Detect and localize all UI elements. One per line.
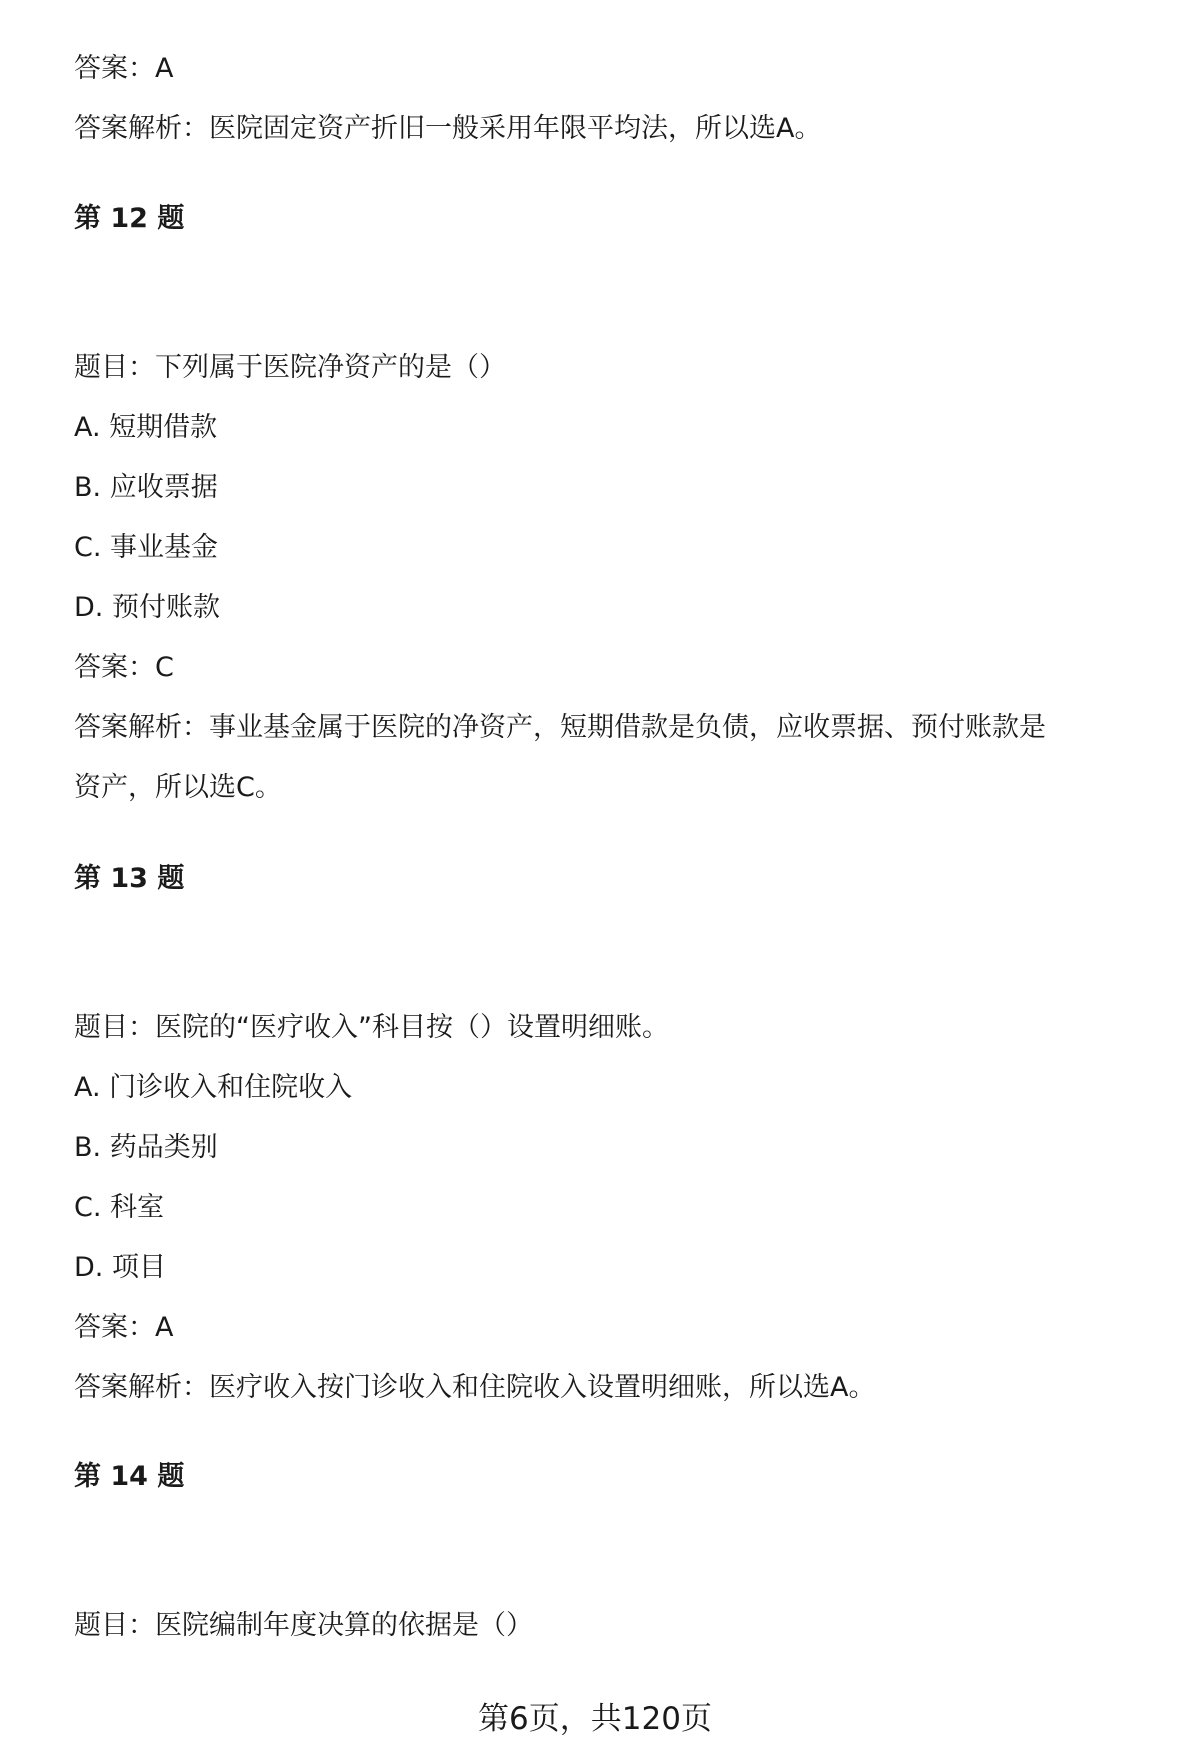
analysis-line: 答案解析：事业基金属于医院的净资产，短期借款是负债，应收票据、预付账款是 [74,712,1046,743]
question-text: 题目：医院编制年度决算的依据是（） [74,1610,533,1641]
question-heading: 第 14 题 [74,1461,185,1492]
analysis-line-continued: 资产，所以选C。 [74,772,282,803]
option-b: B. 药品类别 [74,1132,218,1163]
option-d: D. 项目 [74,1252,166,1283]
answer-line: 答案：A [74,1312,174,1343]
analysis-line: 答案解析：医疗收入按门诊收入和住院收入设置明细账，所以选A。 [74,1372,876,1403]
question-heading: 第 12 题 [74,203,185,234]
analysis-line: 答案解析：医院固定资产折旧一般采用年限平均法，所以选A。 [74,113,822,144]
option-a: A. 短期借款 [74,412,218,443]
answer-line: 答案：C [74,652,174,683]
option-c: C. 事业基金 [74,532,219,563]
question-text: 题目：下列属于医院净资产的是（） [74,352,506,383]
option-a: A. 门诊收入和住院收入 [74,1072,353,1103]
answer-line: 答案：A [74,53,174,84]
option-c: C. 科室 [74,1192,165,1223]
question-text: 题目：医院的“医疗收入”科目按（）设置明细账。 [74,1012,669,1043]
page-footer: 第6页，共120页 [478,1701,712,1737]
option-b: B. 应收票据 [74,472,218,503]
question-heading: 第 13 题 [74,863,185,894]
option-d: D. 预付账款 [74,592,220,623]
